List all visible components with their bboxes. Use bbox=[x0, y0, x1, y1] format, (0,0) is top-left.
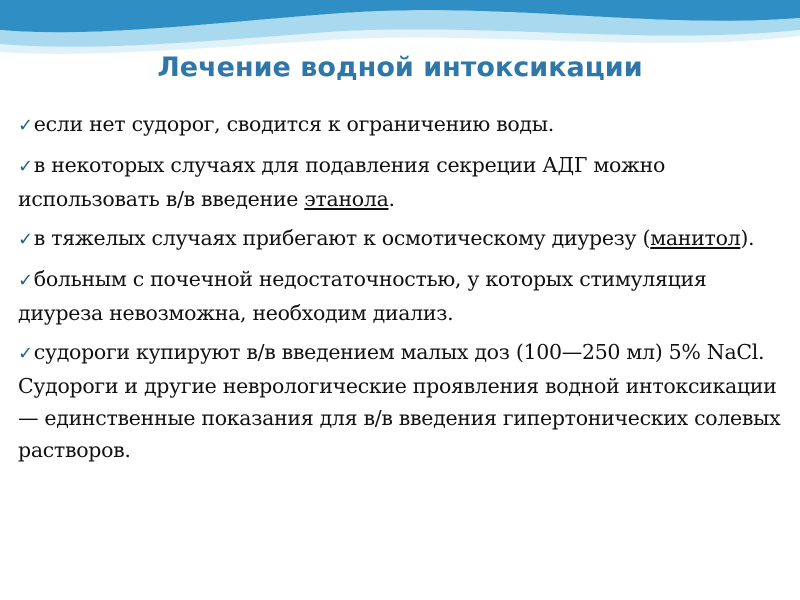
checkmark-icon: ✓ bbox=[18, 115, 33, 136]
header-wave-decoration bbox=[0, 0, 800, 60]
bullet-item-4 bbox=[18, 263, 784, 329]
bullet-text: судороги купируют в/в введением малых доз (100—250 мл) 5% NaCl. Судороги и другие неврологические проявления водной интоксикации — единственные показания для в/в введения гипертонических солевых растворов. bbox=[18, 340, 781, 462]
checkmark-icon: ✓ bbox=[18, 156, 33, 177]
bullet-list bbox=[18, 108, 784, 473]
bullet-text: если нет судорог, сводится к ограничению воды. bbox=[33, 112, 554, 136]
checkmark-icon: ✓ bbox=[18, 229, 33, 250]
slide-title: Лечение водной интоксикации bbox=[157, 52, 643, 83]
bullet-text: больным с почечной недостаточностью, у которых стимуляция диуреза невозможна, необходим диализ. bbox=[18, 267, 707, 325]
ethanol-link[interactable]: этанола bbox=[304, 187, 389, 211]
bullet-text: в тяжелых случаях прибегают к осмотическому диурезу ( bbox=[33, 226, 651, 250]
bullet-text: в некоторых случаях для подавления секреции АДГ можно использовать в/в введение bbox=[18, 153, 666, 211]
mannitol-link[interactable]: манитол bbox=[650, 226, 741, 250]
checkmark-icon: ✓ bbox=[18, 270, 33, 291]
bullet-item-5 bbox=[18, 336, 784, 466]
bullet-text-end: . bbox=[388, 187, 395, 211]
bullet-item-3 bbox=[18, 222, 784, 256]
checkmark-icon: ✓ bbox=[18, 343, 33, 364]
bullet-item-1 bbox=[18, 108, 784, 142]
bullet-text-end: ). bbox=[740, 226, 755, 250]
bullet-item-2 bbox=[18, 149, 784, 215]
